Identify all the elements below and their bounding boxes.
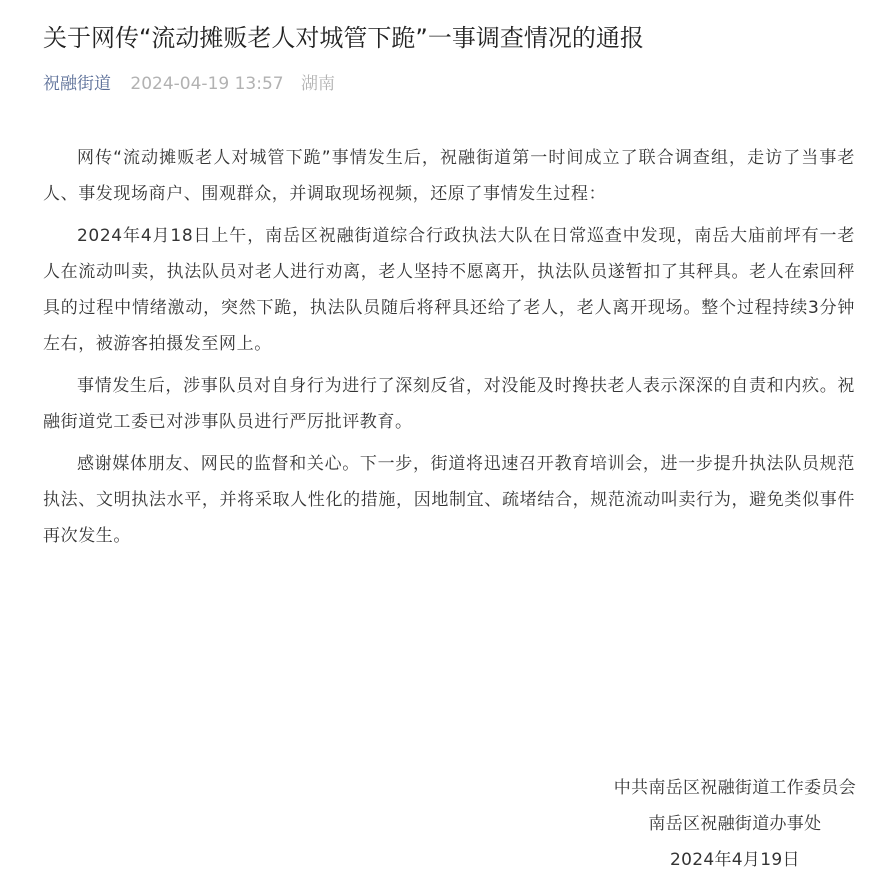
- article-body: [43, 140, 855, 560]
- paragraph-1: 网传“流动摊贩老人对城管下跪”事情发生后，祝融街道第一时间成立了联合调查组，走访了当事老人、事发现场商户、围观群众，并调取现场视频，还原了事情发生过程：: [43, 148, 855, 204]
- signature-date: 2024年4月19日: [670, 850, 800, 870]
- signature-block: [614, 770, 856, 878]
- paragraph-2: 2024年4月18日上午，南岳区祝融街道综合行政执法大队在日常巡查中发现，南岳大庙前坪有一老人在流动叫卖，执法队员对老人进行劝离，老人坚持不愿离开，执法队员遂暂扣了其秤具。老人在索回秤具的过程中情绪激动，突然下跪，执法队员随后将秤具还给了老人，老人离开现场。整个过程持续3分钟左右，被游客拍摄发至网上。: [43, 226, 855, 354]
- paragraph-4: 感谢媒体朋友、网民的监督和关心。下一步，街道将迅速召开教育培训会，进一步提升执法队员规范执法、文明执法水平，并将采取人性化的措施，因地制宜、疏堵结合，规范流动叫卖行为，避免类似事件再次发生。: [43, 454, 855, 546]
- signature-org-office: 南岳区祝融街道办事处: [648, 814, 822, 834]
- publish-time: 2024-04-19 13:57: [130, 74, 284, 94]
- publish-location: 湖南: [301, 74, 336, 94]
- signature-org-committee: 中共南岳区祝融街道工作委员会: [613, 778, 856, 798]
- article-meta: [43, 70, 335, 98]
- account-name-link[interactable]: 祝融街道: [43, 74, 111, 94]
- paragraph-3: 事情发生后，涉事队员对自身行为进行了深刻反省，对没能及时搀扶老人表示深深的自责和内疚。祝融街道党工委已对涉事队员进行严厉批评教育。: [43, 376, 855, 432]
- article-title: 关于网传“流动摊贩老人对城管下跪”一事调查情况的通报: [43, 24, 644, 52]
